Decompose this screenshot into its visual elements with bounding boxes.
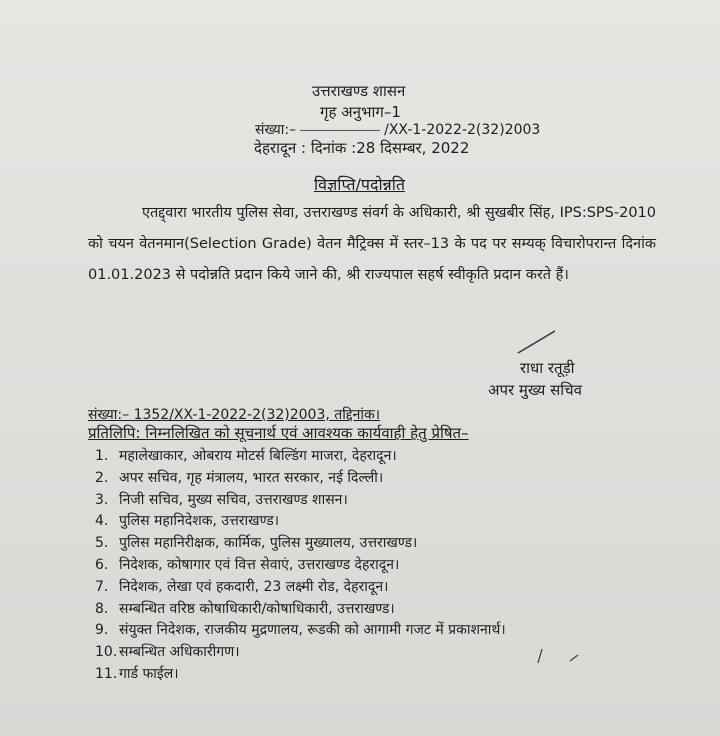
list-item: 9. संयुक्त निदेशक, राजकीय मुद्रणालय, रूडकी को आगामी गजट में प्रकाशनार्थ।: [95, 622, 506, 639]
list-item: 6. निदेशक, कोषागार एवं वित्त सेवाएं, उत्तराखण्ड देहरादून।: [95, 556, 400, 573]
date-line: देहरादून : दिनांक :28 दिसम्बर, 2022: [254, 139, 470, 157]
recipient-list: [95, 446, 506, 686]
list-item: 10. सम्बन्धित अधिकारीगण।: [95, 644, 240, 661]
signatory-name: राधा रतूड़ी: [520, 359, 575, 377]
subject-heading: विज्ञप्ति/पदोन्नति: [314, 175, 405, 194]
reference-code: /XX-1-2022-2(32)2003: [384, 122, 541, 138]
signature-mark: [515, 328, 560, 358]
list-item: 7. निदेशक, लेखा एवं हकदारी, 23 लक्ष्मी रोड, देहरादून।: [95, 578, 389, 595]
department-section: गृह अनुभाग–1: [320, 103, 401, 121]
reference-number: [255, 121, 540, 139]
list-item: 5. पुलिस महानिरीक्षक, कार्मिक, पुलिस मुख्यालय, उत्तराखण्ड।: [95, 535, 418, 552]
copy-reference-number: संख्या:– 1352/XX-1-2022-2(32)2003, तद्दिनांक।: [88, 407, 381, 423]
list-item: 2. अपर सचिव, गृह मंत्रालय, भारत सरकार, नई दिल्ली।: [95, 469, 384, 486]
reference-label: संख्या:–: [255, 122, 297, 138]
initial-mark: [534, 645, 584, 667]
copy-heading: प्रतिलिपि: निम्नलिखित को सूचनार्थ एवं आवश्यक कार्यवाही हेतु प्रेषित–: [88, 424, 469, 442]
reference-blank: [300, 130, 380, 131]
list-item: 4. पुलिस महानिदेशक, उत्तराखण्ड।: [95, 513, 280, 530]
government-name: उत्तराखण्ड शासन: [312, 82, 406, 100]
list-item: 3. निजी सचिव, मुख्य सचिव, उत्तराखण्ड शासन।: [95, 491, 348, 508]
signatory-designation: अपर मुख्य सचिव: [488, 381, 582, 399]
list-item: 1. महालेखाकार, ओबराय मोटर्स बिल्डिंग माजरा, देहरादून।: [95, 448, 397, 464]
list-item: 11. गार्ड फाईल।: [95, 665, 179, 682]
notification-body: एतद्द्वारा भारतीय पुलिस सेवा, उत्तराखण्ड संवर्ग के अधिकारी, श्री सुखबीर सिंह, IPS:SPS-2010 को चयन वेतनमान(Selection Grade) वेतन मैट्रिक्स में स्तर–13 के पद पर सम्यक् विचारोपरान्त दिनांक 01.01.2023 से पदोन्नति प्रदान किये जाने की, श्री राज्यपाल सहर्ष स्वीकृति प्रदान करते हैं।: [88, 205, 656, 283]
list-item: 8. सम्बन्धित वरिष्ठ कोषाधिकारी/कोषाधिकारी, उत्तराखण्ड।: [95, 600, 395, 617]
